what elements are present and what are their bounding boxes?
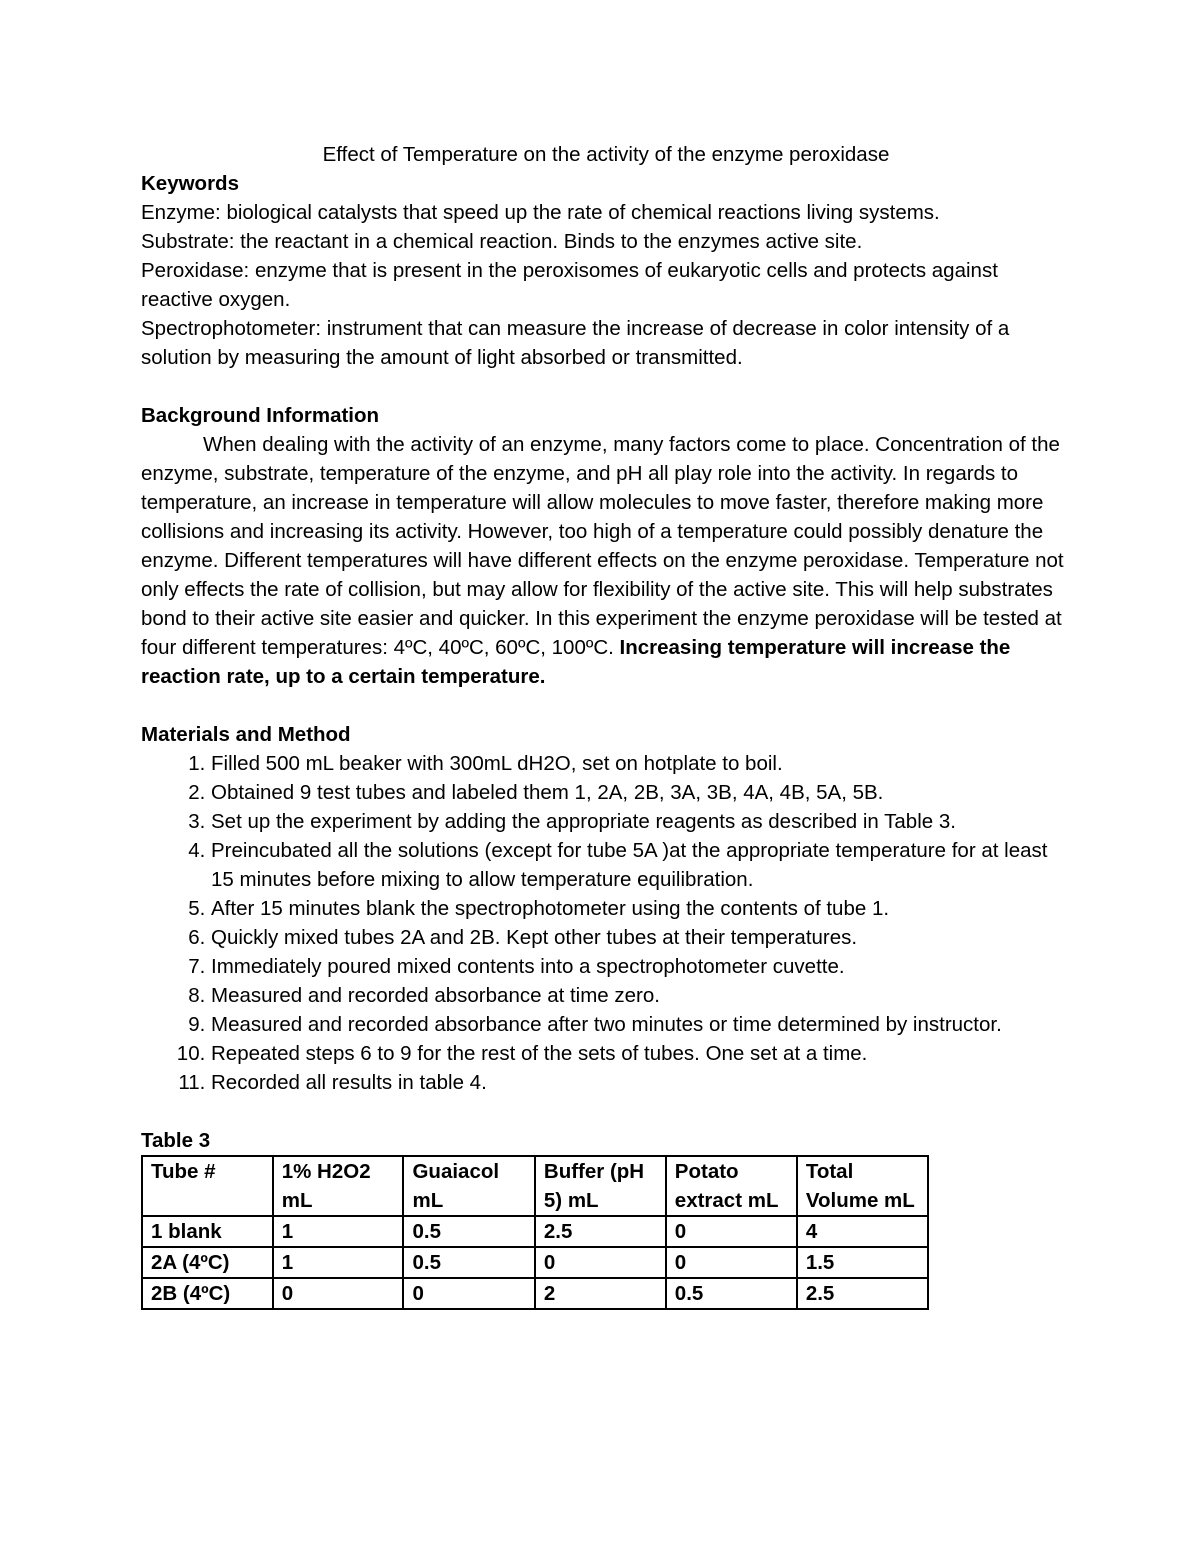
method-step: 1. Filled 500 mL beaker with 300mL dH2O, set on hotplate to boil. bbox=[211, 749, 1071, 778]
document-page bbox=[141, 140, 1071, 1310]
method-step: 9. Measured and recorded absorbance after two minutes or time determined by instructor. bbox=[211, 1010, 1071, 1039]
table-3-caption: Table 3 bbox=[141, 1129, 211, 1152]
method-step: 4. Preincubated all the solutions (except for tube 5A )at the appropriate temperature for at least 15 minutes before mixing to allow temperature equilibration. bbox=[211, 836, 1071, 894]
table-cell: 0.5 bbox=[666, 1278, 797, 1309]
table-cell: 1 blank bbox=[142, 1216, 273, 1247]
table-cell: 1.5 bbox=[797, 1247, 928, 1278]
table-cell: 2 bbox=[535, 1278, 666, 1309]
table-cell: 4 bbox=[797, 1216, 928, 1247]
table-header-row bbox=[142, 1156, 928, 1216]
spacer bbox=[141, 691, 1071, 720]
table-cell: 2.5 bbox=[535, 1216, 666, 1247]
table-cell: 2B (4ºC) bbox=[142, 1278, 273, 1309]
table-cell: 2A (4ºC) bbox=[142, 1247, 273, 1278]
materials-heading: Materials and Method bbox=[141, 723, 351, 746]
table-header-cell: Potato extract mL bbox=[666, 1156, 797, 1216]
table-header-cell: 1% H2O2 mL bbox=[273, 1156, 404, 1216]
method-steps-list bbox=[141, 749, 1071, 1097]
background-heading: Background Information bbox=[141, 404, 380, 427]
method-step: 3. Set up the experiment by adding the appropriate reagents as described in Table 3. bbox=[211, 807, 1071, 836]
keywords-heading: Keywords bbox=[141, 172, 239, 195]
table-header-cell: Tube # bbox=[142, 1156, 273, 1216]
keyword-substrate: Substrate: the reactant in a chemical reaction. Binds to the enzymes active site. bbox=[141, 230, 863, 253]
method-step: 2. Obtained 9 test tubes and labeled them 1, 2A, 2B, 3A, 3B, 4A, 4B, 5A, 5B. bbox=[211, 778, 1071, 807]
table-cell: 0 bbox=[273, 1278, 404, 1309]
background-text: When dealing with the activity of an enzyme, many factors come to place. Concentration of the enzyme, substrate, temperature of the enzyme, and pH all play role into the activity. In regards to temperature, an increase in temperature will allow molecules to move faster, therefore making more collisions and increasing its activity. However, too high of a temperature could possibly denature the enzyme. Different temperatures will have different effects on the enzyme peroxidase. Temperature not only effects the rate of collision, but may allow for flexibility of the active site. This will help substrates bond to their active site easier and quicker. In this experiment the enzyme peroxidase will be tested at four different temperatures: 4ºC, 40ºC, 60ºC, 100ºC. bbox=[141, 433, 1064, 659]
spacer bbox=[141, 372, 1071, 401]
table-row bbox=[142, 1216, 928, 1247]
table-cell: 1 bbox=[273, 1216, 404, 1247]
table-cell: 2.5 bbox=[797, 1278, 928, 1309]
method-step: 7. Immediately poured mixed contents into a spectrophotometer cuvette. bbox=[211, 952, 1071, 981]
method-step: 5. After 15 minutes blank the spectrophotometer using the contents of tube 1. bbox=[211, 894, 1071, 923]
background-paragraph bbox=[141, 430, 1071, 691]
table-3 bbox=[141, 1155, 929, 1310]
method-step: 11. Recorded all results in table 4. bbox=[211, 1068, 1071, 1097]
table-cell: 1 bbox=[273, 1247, 404, 1278]
method-step: 6. Quickly mixed tubes 2A and 2B. Kept other tubes at their temperatures. bbox=[211, 923, 1071, 952]
table-cell: 0.5 bbox=[403, 1216, 534, 1247]
spacer bbox=[141, 1097, 1071, 1126]
table-cell: 0 bbox=[403, 1278, 534, 1309]
table-cell: 0 bbox=[535, 1247, 666, 1278]
table-header-cell: Guaiacol mL bbox=[403, 1156, 534, 1216]
table-header-cell: Buffer (pH 5) mL bbox=[535, 1156, 666, 1216]
table-cell: 0 bbox=[666, 1216, 797, 1247]
method-step: 8. Measured and recorded absorbance at time zero. bbox=[211, 981, 1071, 1010]
table-row bbox=[142, 1278, 928, 1309]
table-cell: 0.5 bbox=[403, 1247, 534, 1278]
document-title: Effect of Temperature on the activity of the enzyme peroxidase bbox=[322, 143, 890, 166]
keyword-enzyme: Enzyme: biological catalysts that speed up the rate of chemical reactions living systems. bbox=[141, 201, 940, 224]
table-cell: 0 bbox=[666, 1247, 797, 1278]
keyword-spectrophotometer: Spectrophotometer: instrument that can measure the increase of decrease in color intensity of a solution by measuring the amount of light absorbed or transmitted. bbox=[141, 317, 1010, 369]
keyword-peroxidase: Peroxidase: enzyme that is present in the peroxisomes of eukaryotic cells and protects against reactive oxygen. bbox=[141, 259, 998, 311]
table-row bbox=[142, 1247, 928, 1278]
table-header-cell: Total Volume mL bbox=[797, 1156, 928, 1216]
hypothesis-text: Increasing temperature will increase the reaction rate, up to a certain temperature. bbox=[141, 636, 1011, 688]
method-step: 10. Repeated steps 6 to 9 for the rest of the sets of tubes. One set at a time. bbox=[211, 1039, 1071, 1068]
